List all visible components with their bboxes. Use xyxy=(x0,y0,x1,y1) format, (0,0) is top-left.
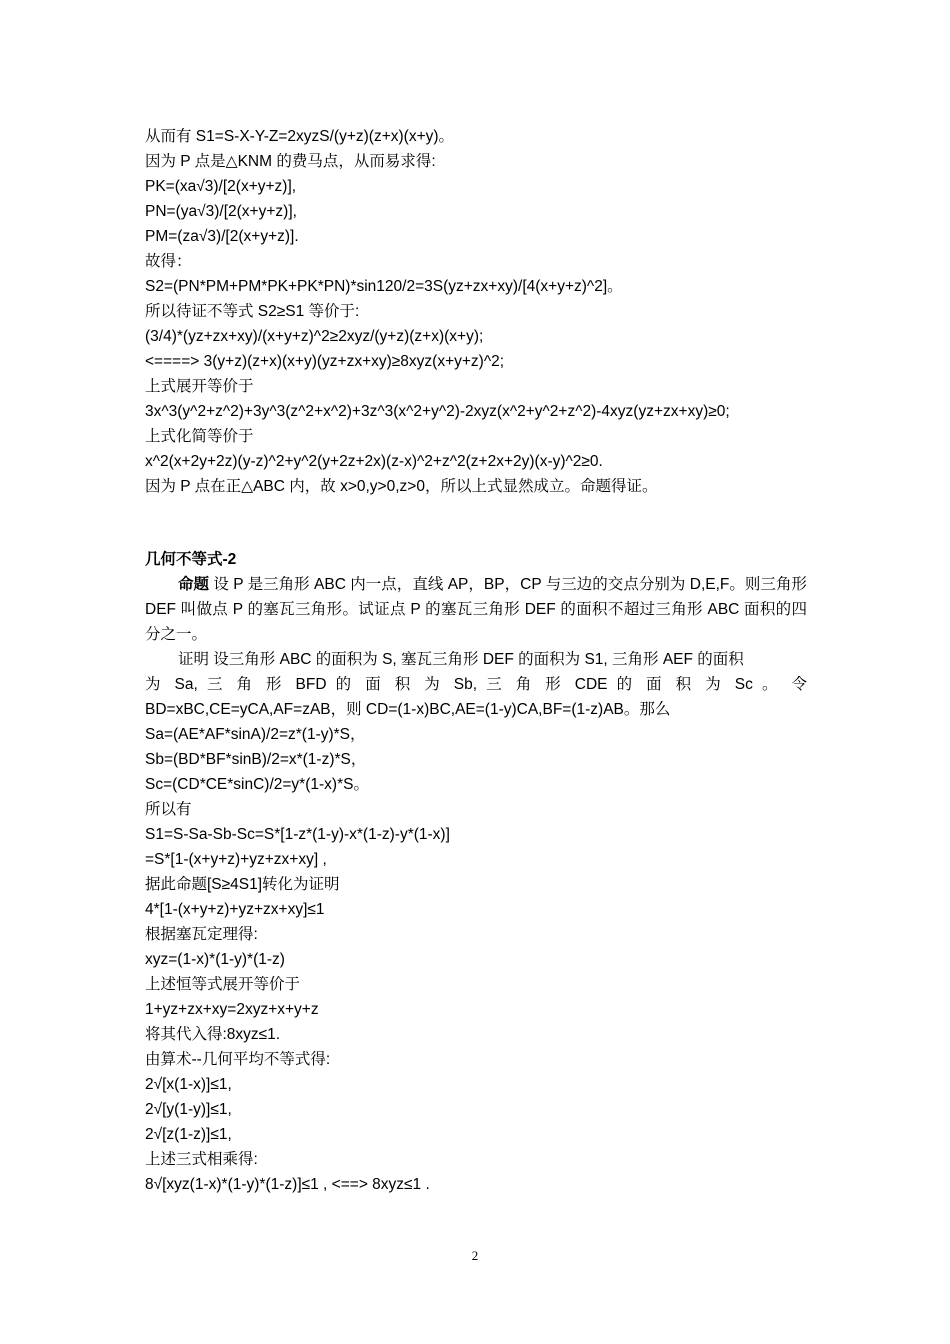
text-line: 上述三式相乘得: xyxy=(145,1151,258,1168)
text-line: 因为 P 点是△KNM 的费马点，从而易求得: xyxy=(145,153,436,170)
text-line: 所以有 xyxy=(145,801,192,818)
proof-continuation xyxy=(145,124,807,499)
proof-line: BD=xBC,CE=yCA,AF=zAB，则 CD=(1-x)BC,AE=(1-y)CA,BF=(1-z)AB。那么 xyxy=(145,701,671,718)
proposition-text: 设 P 是三角形 ABC 内一点，直线 AP，BP，CP 与三边的交点分别为 D,E,F。则三角形 DEF 叫做点 P 的塞瓦三角形。试证点 P 的塞瓦三角形 DEF 的面积不超过三角形 ABC 面积的四分之一。 xyxy=(145,576,807,643)
text-line: 所以待证不等式 S2≥S1 等价于: xyxy=(145,303,360,320)
text-line: 据此命题[S≥4S1]转化为证明 xyxy=(145,876,340,893)
text-line: 从而有 S1=S-X-Y-Z=2xyzS/(y+z)(z+x)(x+y)。 xyxy=(145,128,455,145)
formula-line: PN=(ya√3)/[2(x+y+z)], xyxy=(145,203,297,220)
formula-line: S2=(PN*PM+PM*PK+PK*PN)*sin120/2=3S(yz+zx+xy)/[4(x+y+z)^2]。 xyxy=(145,278,623,295)
text-line: 由算术--几何平均不等式得: xyxy=(145,1051,331,1068)
page-content xyxy=(145,124,807,1197)
formula-line: (3/4)*(yz+zx+xy)/(x+y+z)^2≥2xyz/(y+z)(z+x)(x+y); xyxy=(145,328,484,345)
formula-line: PM=(za√3)/[2(x+y+z)]. xyxy=(145,228,299,245)
text-line: 上述恒等式展开等价于 xyxy=(145,976,301,993)
formula-line: Sa=(AE*AF*sinA)/2=z*(1-y)*S， xyxy=(145,726,366,743)
proof-line: 证明 设三角形 ABC 的面积为 S, 塞瓦三角形 DEF 的面积为 S1, 三角形 AEF 的面积 xyxy=(178,651,744,668)
formula-line: 4*[1-(x+y+z)+yz+zx+xy]≤1 xyxy=(145,901,325,918)
page-number: 2 xyxy=(471,1248,479,1263)
formula-line: Sb=(BD*BF*sinB)/2=x*(1-z)*S， xyxy=(145,751,367,768)
formula-line: 8√[xyz(1-x)*(1-y)*(1-z)]≤1 , <==> 8xyz≤1 . xyxy=(145,1176,430,1193)
text-line: 上式展开等价于 xyxy=(145,378,254,395)
formula-line: Sc=(CD*CE*sinC)/2=y*(1-x)*S。 xyxy=(145,776,369,793)
text-line: 故得： xyxy=(145,253,192,270)
formula-line: 2√[z(1-z)]≤1, xyxy=(145,1126,232,1143)
section-title: 几何不等式-2 xyxy=(145,551,237,568)
formula-line: PK=(xa√3)/[2(x+y+z)], xyxy=(145,178,297,195)
text-line: 将其代入得:8xyz≤1. xyxy=(145,1026,281,1043)
formula-line: =S*[1-(x+y+z)+yz+zx+xy] , xyxy=(145,851,327,868)
formula-line: xyz=(1-x)*(1-y)*(1-z) xyxy=(145,951,285,968)
proof-paragraph xyxy=(145,647,807,722)
formula-line: x^2(x+2y+2z)(y-z)^2+y^2(y+2z+2x)(z-x)^2+z^2(z+2x+2y)(x-y)^2≥0. xyxy=(145,453,603,470)
text-line: 根据塞瓦定理得: xyxy=(145,926,258,943)
text-line: 因为 P 点在正△ABC 内，故 x>0,y>0,z>0，所以上式显然成立。命题得证。 xyxy=(145,478,658,495)
proposition-paragraph xyxy=(145,572,807,647)
formula-line: 2√[x(1-x)]≤1, xyxy=(145,1076,232,1093)
formula-line: 2√[y(1-y)]≤1, xyxy=(145,1101,232,1118)
formula-line: <====> 3(y+z)(z+x)(x+y)(yz+zx+xy)≥8xyz(x+y+z)^2; xyxy=(145,353,505,370)
proof-steps xyxy=(145,722,807,1197)
formula-line: S1=S-Sa-Sb-Sc=S*[1-z*(1-y)-x*(1-z)-y*(1-x)] xyxy=(145,826,450,843)
formula-line: 3x^3(y^2+z^2)+3y^3(z^2+x^2)+3z^3(x^2+y^2)-2xyz(x^2+y^2+z^2)-4xyz(yz+zx+xy)≥0; xyxy=(145,403,730,420)
proof-line: 为 Sa, 三 角 形 BFD 的 面 积 为 Sb, 三 角 形 CDE 的 面 积 为 Sc 。 令 xyxy=(145,676,807,693)
text-line: 上式化简等价于 xyxy=(145,428,254,445)
proposition-label: 命题 xyxy=(178,576,210,593)
formula-line: 1+yz+zx+xy=2xyz+x+y+z xyxy=(145,1001,319,1018)
